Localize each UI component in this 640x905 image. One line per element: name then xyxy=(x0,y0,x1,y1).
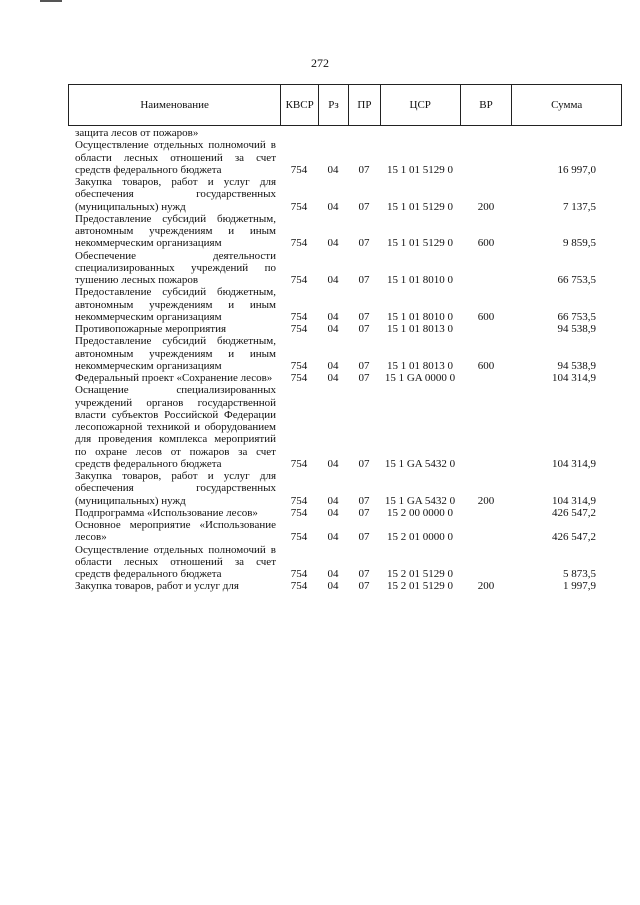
cell-name: Федеральный проект «Сохранение лесов» xyxy=(75,372,273,384)
cell-pr: 07 xyxy=(358,580,370,593)
table-row xyxy=(68,544,622,581)
cell-sum: 104 314,9 xyxy=(552,457,596,470)
cell-rz: 04 xyxy=(327,580,339,593)
cell-csr: 15 1 01 5129 0 xyxy=(387,200,453,213)
cell-rz xyxy=(318,127,348,139)
cell-kvsr: 754 xyxy=(290,274,308,286)
cell-pr xyxy=(348,127,380,139)
cell-csr: 15 1 01 5129 0 xyxy=(387,237,453,250)
cell-kvsr: 754 xyxy=(290,494,308,507)
cell-sum: 66 753,5 xyxy=(557,274,596,286)
cell-vr: 200 xyxy=(477,494,495,507)
cell-rz: 04 xyxy=(327,274,339,286)
cell-csr: 15 1 01 5129 0 xyxy=(387,163,453,176)
table-row xyxy=(68,519,622,544)
cell-kvsr: 754 xyxy=(290,310,308,323)
cell-csr: 15 1 01 8010 0 xyxy=(387,274,453,286)
cell-kvsr: 754 xyxy=(290,568,308,580)
header-rz: Рз xyxy=(318,85,348,125)
table-row xyxy=(68,470,622,507)
cell-vr xyxy=(460,127,512,139)
cell-sum: 1 997,9 xyxy=(563,580,596,593)
top-edge-mark xyxy=(40,0,62,2)
cell-sum: 7 137,5 xyxy=(563,200,596,213)
cell-csr: 15 1 GA 5432 0 xyxy=(384,494,456,507)
cell-pr: 07 xyxy=(358,274,370,286)
cell-name: Основное мероприятие «Использование лесов» xyxy=(75,519,276,544)
cell-kvsr: 754 xyxy=(290,359,308,372)
cell-name: Обеспечение деятельности специализированных учреждений по тушению лесных пожаров xyxy=(75,249,276,286)
cell-kvsr: 754 xyxy=(290,580,308,593)
table-row xyxy=(68,323,622,335)
cell-csr xyxy=(380,127,460,139)
cell-vr: 200 xyxy=(477,200,495,213)
cell-vr xyxy=(460,250,512,287)
cell-vr: 600 xyxy=(477,359,495,372)
cell-vr xyxy=(460,323,512,335)
cell-vr xyxy=(460,519,512,544)
header-vr: ВР xyxy=(460,85,512,125)
table-row xyxy=(68,139,622,176)
cell-pr: 07 xyxy=(358,457,370,470)
cell-sum xyxy=(512,127,622,139)
cell-csr: 15 2 01 0000 0 xyxy=(387,531,453,544)
cell-name: Предоставление субсидий бюджетным, автономным учреждениям и иным некоммерческим организациям xyxy=(75,212,276,250)
cell-sum: 94 538,9 xyxy=(557,359,596,372)
cell-csr: 15 2 01 5129 0 xyxy=(387,568,453,580)
cell-sum: 94 538,9 xyxy=(557,323,596,335)
cell-name: Предоставление субсидий бюджетным, автономным учреждениям и иным некоммерческим организациям xyxy=(75,286,276,323)
cell-sum: 5 873,5 xyxy=(563,568,596,580)
cell-rz: 04 xyxy=(327,372,339,384)
cell-name: Закупка товаров, работ и услуг для xyxy=(75,580,239,593)
cell-sum: 426 547,2 xyxy=(552,506,596,519)
cell-vr: 600 xyxy=(477,310,495,323)
cell-rz: 04 xyxy=(327,457,339,470)
cell-name: Противопожарные мероприятия xyxy=(75,323,227,335)
cell-kvsr: 754 xyxy=(290,323,308,335)
cell-vr xyxy=(460,372,512,384)
cell-rz: 04 xyxy=(327,310,339,323)
cell-pr: 07 xyxy=(358,200,370,213)
page-number: 272 xyxy=(311,56,329,70)
header-name: Наименование xyxy=(140,99,209,111)
cell-csr: 15 1 01 8013 0 xyxy=(387,323,453,335)
cell-name: защита лесов от пожаров» xyxy=(75,127,199,139)
cell-sum: 104 314,9 xyxy=(552,372,596,384)
cell-name: Оснащение специализированных учреждений органов государственной власти субъектов Российской Федерации лесопожарной техникой и оборудованием для проведения комплекса мероприятий по охране лесов от пожаров за счет средств федерального бюджета xyxy=(75,384,276,470)
cell-pr: 07 xyxy=(358,237,370,250)
table-row xyxy=(68,335,622,372)
cell-pr: 07 xyxy=(358,359,370,372)
cell-sum: 426 547,2 xyxy=(552,531,596,544)
cell-sum: 66 753,5 xyxy=(557,310,596,323)
cell-pr: 07 xyxy=(358,531,370,544)
cell-csr: 15 1 GA 0000 0 xyxy=(384,372,456,384)
table-row xyxy=(68,250,622,287)
cell-vr: 200 xyxy=(477,580,495,593)
cell-name: Подпрограмма «Использование лесов» xyxy=(75,506,258,519)
header-pr: ПР xyxy=(348,85,380,125)
cell-name: Осуществление отдельных полномочий в области лесных отношений за счет средств федерального бюджета xyxy=(75,139,276,176)
cell-rz: 04 xyxy=(327,163,339,176)
cell-rz: 04 xyxy=(327,506,339,519)
table-row xyxy=(68,580,622,592)
table-row xyxy=(68,507,622,519)
cell-sum: 9 859,5 xyxy=(563,237,596,250)
cell-pr: 07 xyxy=(358,372,370,384)
table-body xyxy=(68,127,622,593)
cell-rz: 04 xyxy=(327,494,339,507)
cell-pr: 07 xyxy=(358,568,370,580)
cell-kvsr: 754 xyxy=(290,372,308,384)
cell-vr xyxy=(460,544,512,581)
table-row xyxy=(68,286,622,323)
cell-pr: 07 xyxy=(358,163,370,176)
cell-name: Закупка товаров, работ и услуг для обеспечения государственных (муниципальных) нужд xyxy=(75,470,276,507)
table-header xyxy=(68,84,622,126)
cell-pr: 07 xyxy=(358,506,370,519)
cell-csr: 15 2 00 0000 0 xyxy=(387,506,453,519)
cell-csr: 15 1 GA 5432 0 xyxy=(384,457,456,470)
header-kvsr: КВСР xyxy=(280,85,318,125)
cell-sum: 16 997,0 xyxy=(557,163,596,176)
cell-kvsr: 754 xyxy=(290,531,308,544)
cell-pr: 07 xyxy=(358,323,370,335)
cell-kvsr xyxy=(280,127,318,139)
cell-vr xyxy=(460,139,512,176)
cell-rz: 04 xyxy=(327,237,339,250)
cell-rz: 04 xyxy=(327,568,339,580)
cell-kvsr: 754 xyxy=(290,237,308,250)
table-row xyxy=(68,372,622,384)
cell-vr xyxy=(460,507,512,519)
cell-csr: 15 1 01 8013 0 xyxy=(387,359,453,372)
table-row xyxy=(68,127,622,139)
header-sum: Сумма xyxy=(511,85,621,125)
table-row xyxy=(68,213,622,250)
cell-name: Предоставление субсидий бюджетным, автономным учреждениям и иным некоммерческим организациям xyxy=(75,335,276,372)
cell-rz: 04 xyxy=(327,323,339,335)
cell-kvsr: 754 xyxy=(290,506,308,519)
cell-vr: 600 xyxy=(477,237,495,250)
cell-name: Осуществление отдельных полномочий в области лесных отношений за счет средств федерального бюджета xyxy=(75,543,276,580)
header-csr: ЦСР xyxy=(380,85,460,125)
cell-pr: 07 xyxy=(358,310,370,323)
cell-kvsr: 754 xyxy=(290,457,308,470)
cell-kvsr: 754 xyxy=(290,163,308,176)
cell-kvsr: 754 xyxy=(290,200,308,213)
cell-pr: 07 xyxy=(358,494,370,507)
cell-csr: 15 1 01 8010 0 xyxy=(387,310,453,323)
table-row xyxy=(68,176,622,213)
table-row xyxy=(68,384,622,470)
cell-rz: 04 xyxy=(327,359,339,372)
cell-vr xyxy=(460,384,512,470)
cell-name: Закупка товаров, работ и услуг для обеспечения государственных (муниципальных) нужд xyxy=(75,176,276,213)
cell-sum: 104 314,9 xyxy=(552,494,596,507)
cell-rz: 04 xyxy=(327,531,339,544)
cell-csr: 15 2 01 5129 0 xyxy=(387,580,453,593)
cell-rz: 04 xyxy=(327,200,339,213)
